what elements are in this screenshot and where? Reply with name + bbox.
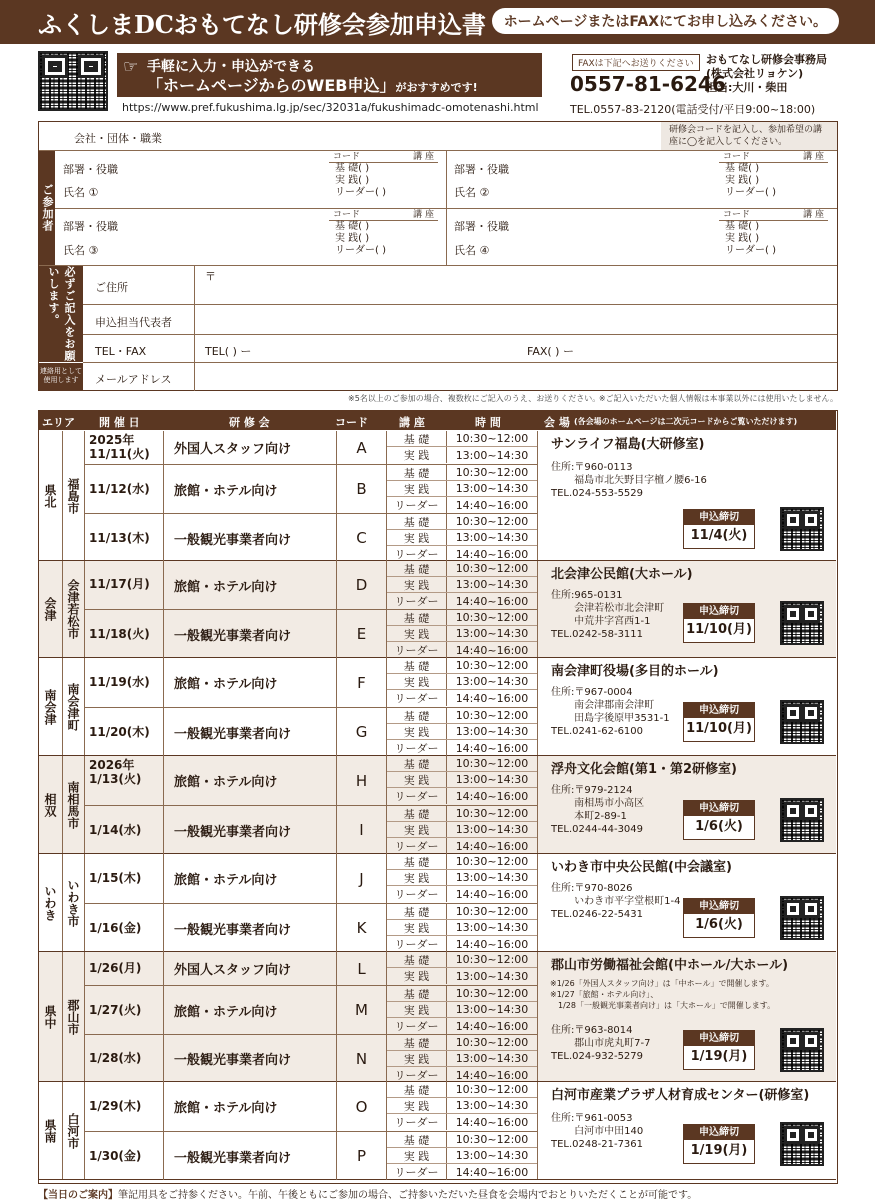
session-code: P [337,1132,387,1180]
venue-qr-code-icon[interactable] [780,601,824,645]
session-row [85,609,537,658]
venue-name: 浮舟文化会館(第1・第2研修室) [551,762,737,777]
session-date: 1/28(水) [89,1051,142,1065]
footer-note: 【当日のご案内】筆記用具をご持参ください。午前、午後ともにご参加の場合、ご持参いただいた昼食を会場内でおとりいただくことが可能です。 [38,1190,698,1200]
session-code: D [337,561,387,609]
session-row [85,561,537,609]
venue-qr-code-icon[interactable] [780,700,824,744]
course-slot: 基 礎 10:30~12:00 [387,952,537,968]
session-date: 2025年 11/11(火) [89,433,150,461]
pointing-hand-icon: ☞ [123,57,139,77]
schedule-table [38,410,838,1184]
session-row [85,903,537,952]
session-name: 一般観光事業者向け [163,806,337,854]
name-label-1: 氏名 ① [63,186,99,199]
session-code: J [337,854,387,903]
address-label: ご住所 [95,281,128,294]
course-slot: リーダー 14:40~16:00 [387,936,537,952]
name-label-2: 氏名 ② [454,186,490,199]
web-qr-code-icon[interactable] [38,51,108,111]
area-block-0 [39,431,836,561]
form-instruction: 研修会コードを記入し、参加希望の講座に◯を記入してください。 [661,122,837,150]
venue-address: 住所:〒967-0004 南会津郡南会津町 田島字後原甲3531-1 TEL.0241-62-6100 [551,687,670,737]
city-label: 南相馬市 [63,756,85,853]
venue-cell [537,952,836,1081]
course-slot: 基 礎 10:30~12:00 [387,708,537,724]
venue-address: 住所:〒961-0053 白河市中田140 TEL.0248-21-7361 [551,1113,644,1150]
deadline-badge: 申込締切 11/4(火) [683,509,755,549]
session-row [85,985,537,1034]
session-name: 一般観光事業者向け [163,904,337,952]
venue-name: 郡山市労働福祉会館(中ホール/大ホール) [551,958,789,973]
dept-label-2: 部署・役職 [454,163,509,176]
session-name: 旅館・ホテル向け [163,854,337,903]
area-block-1 [39,561,836,658]
participants-side-label: ご参加者 [39,151,55,265]
page-title: ふくしまDCおもてなし研修会参加申込書 [38,9,486,39]
session-name: 旅館・ホテル向け [163,1082,337,1131]
deadline-badge: 申込締切 1/6(火) [683,800,755,840]
deadline-badge: 申込締切 1/19(月) [683,1124,755,1164]
course-slot: リーダー 14:40~16:00 [387,546,537,562]
contact-side-label: 連絡用として使用します [39,363,83,390]
session-row [85,1131,537,1180]
name-label-3: 氏名 ③ [63,244,99,257]
area-label: 南会津 [39,658,63,755]
session-row [85,1034,537,1082]
course-slot: リーダー 14:40~16:00 [387,1114,537,1130]
session-name: 一般観光事業者向け [163,514,337,562]
venue-address: 住所:〒979-2124 南相馬市小高区 本町2-89-1 TEL.0244-44-3049 [551,785,645,835]
course-slot: 実 践 13:00~14:30 [387,920,537,936]
session-name: 旅館・ホテル向け [163,561,337,609]
session-code: A [337,431,387,464]
area-block-2 [39,658,836,756]
session-row [85,464,537,513]
course-slot: 基 礎 10:30~12:00 [387,806,537,822]
course-slot: 実 践 13:00~14:30 [387,1098,537,1114]
session-date: 11/20(木) [89,724,150,739]
deadline-badge: 申込締切 1/19(月) [683,1030,755,1070]
session-name: 旅館・ホテル向け [163,986,337,1034]
course-slot: 実 践 13:00~14:30 [387,870,537,886]
course-box-2[interactable]: コード 講 座 基 礎( ) 実 践( ) リーダー( ) [719,151,828,199]
session-name: 外国人スタッフ向け [163,952,337,985]
course-slot: リーダー 14:40~16:00 [387,497,537,513]
session-row [85,658,537,707]
course-slot: 実 践 13:00~14:30 [387,1148,537,1164]
course-slot: 実 践 13:00~14:30 [387,772,537,788]
application-form [38,121,838,391]
application-method-pill: ホームページまたはFAXにてお申し込みください。 [492,8,839,34]
postal-mark: 〒 [205,270,216,283]
session-code: M [337,986,387,1034]
venue-address: 住所:965-0131 会津若松市北会津町 中荒井字宮西1-1 TEL.0242-58-3111 [551,590,665,640]
course-slot: 実 践 13:00~14:30 [387,968,537,984]
city-label: いわき市 [63,854,85,951]
session-name: 一般観光事業者向け [163,610,337,658]
course-box-3[interactable]: コード 講 座 基 礎( ) 実 践( ) リーダー( ) [329,209,438,257]
course-slot: リーダー 14:40~16:00 [387,642,537,658]
venue-cell [537,561,836,657]
telfax-label: TEL・FAX [95,345,147,358]
venue-cell [537,854,836,951]
session-date: 1/14(水) [89,822,142,837]
course-slot: 基 礎 10:30~12:00 [387,1035,537,1051]
course-slot: 実 践 13:00~14:30 [387,1051,537,1067]
venue-qr-code-icon[interactable] [780,896,824,940]
dept-label-3: 部署・役職 [63,220,118,233]
area-block-5 [39,952,836,1082]
course-slot: 基 礎 10:30~12:00 [387,1082,537,1098]
schedule-header: エリア 開 催 日 研 修 会 コード 講 座 時 間 会 場 (各会場のホームページは二次元コードからご覧いただけます) [39,411,836,430]
session-date: 2026年 1/13(火) [89,758,142,786]
web-banner-line2: 「ホームページからのWEB申込」がおすすめです! [147,76,478,95]
office-tel: TEL.0557-83-2120(電話受付/平日9:00~18:00) [570,103,816,116]
area-label: いわき [39,854,63,951]
venue-cell [537,756,836,853]
session-row [85,707,537,756]
office-info: おもてなし研修会事務局 (株式会社リョケン) 担当:大川・柴田 [706,53,827,94]
required-side-label: 必ずご記入をお願いします。 [39,266,83,362]
venue-name: 北会津公民館(大ホール) [551,567,693,582]
session-code: E [337,610,387,658]
course-slot: 基 礎 10:30~12:00 [387,610,537,626]
venue-qr-code-icon[interactable] [780,1122,824,1166]
session-date: 1/16(金) [89,920,142,935]
venue-name: いわき市中央公民館(中会議室) [551,860,732,875]
session-date: 11/18(火) [89,626,150,641]
session-name: 外国人スタッフ向け [163,431,337,464]
course-slot: 実 践 13:00~14:30 [387,530,537,546]
web-banner-line1: 手軽に入力・申込ができる [147,59,315,75]
course-slot: 実 践 13:00~14:30 [387,481,537,497]
area-block-4 [39,854,836,952]
title-bar [0,0,875,44]
session-date: 1/26(月) [89,960,142,975]
session-date: 11/12(水) [89,481,150,496]
course-slot: 基 礎 10:30~12:00 [387,756,537,772]
session-date: 1/15(木) [89,870,142,885]
course-slot: リーダー 14:40~16:00 [387,593,537,609]
area-label: 県北 [39,431,63,560]
venue-address: 住所:〒970-8026 いわき市平字堂根町1-4 TEL.0246-22-5431 [551,883,681,920]
venue-cell [537,431,836,560]
session-date: 11/19(水) [89,674,150,689]
course-slot: リーダー 14:40~16:00 [387,886,537,902]
venue-name: 白河市産業プラザ人材育成センター(研修室) [551,1088,810,1103]
course-slot: 基 礎 10:30~12:00 [387,514,537,530]
dept-label-1: 部署・役職 [63,163,118,176]
course-slot: リーダー 14:40~16:00 [387,740,537,756]
venue-note: ※1/26「外国人スタッフ向け」は「中ホール」で開催します。 ※1/27「旅館・ホテル向け」、 1/28「一般観光事業者向け」は「大ホール」で開催します。 [550,979,776,1010]
course-box-1[interactable]: コード 講 座 基 礎( ) 実 践( ) リーダー( ) [329,151,438,199]
session-row [85,756,537,805]
fax-field[interactable]: FAX( ) ー [527,345,574,358]
company-label: 会社・団体・職業 [74,132,162,145]
session-date: 1/30(金) [89,1148,142,1163]
course-slot: 実 践 13:00~14:30 [387,1002,537,1018]
dept-label-4: 部署・役職 [454,220,509,233]
deadline-badge: 申込締切 11/10(月) [683,603,755,643]
session-row [85,854,537,903]
session-code: K [337,904,387,952]
course-slot: リーダー 14:40~16:00 [387,838,537,854]
session-name: 旅館・ホテル向け [163,756,337,805]
area-block-6 [39,1082,836,1180]
session-date: 11/17(月) [89,577,150,591]
course-slot: 実 践 13:00~14:30 [387,447,537,463]
email-label: メールアドレス [95,373,172,386]
venue-qr-code-icon[interactable] [780,798,824,842]
area-label: 県南 [39,1082,63,1179]
course-slot: リーダー 14:40~16:00 [387,690,537,706]
course-slot: 実 践 13:00~14:30 [387,724,537,740]
course-slot: 実 践 13:00~14:30 [387,577,537,593]
city-label: 会津若松市 [63,561,85,657]
course-slot: 基 礎 10:30~12:00 [387,658,537,674]
deadline-badge: 申込締切 1/6(火) [683,898,755,938]
area-label: 相双 [39,756,63,853]
area-block-3 [39,756,836,854]
course-slot: 基 礎 10:30~12:00 [387,904,537,920]
fax-number: 0557-81-6246 [570,72,726,96]
city-label: 郡山市 [63,952,85,1081]
course-slot: 基 礎 10:30~12:00 [387,986,537,1002]
session-row [85,513,537,562]
venue-cell [537,658,836,755]
session-name: 一般観光事業者向け [163,1035,337,1082]
session-date: 1/29(木) [89,1098,142,1113]
application-url-link[interactable]: https://www.pref.fukushima.lg.jp/sec/32031a/fukushimadc-omotenashi.html [122,101,539,114]
deadline-badge: 申込締切 11/10(月) [683,702,755,742]
city-label: 福島市 [63,431,85,560]
company-field[interactable] [189,125,659,145]
session-row [85,431,537,464]
session-code: F [337,658,387,707]
course-slot: 基 礎 10:30~12:00 [387,431,537,447]
session-row [85,952,537,985]
course-slot: 実 践 13:00~14:30 [387,626,537,642]
course-slot: 実 践 13:00~14:30 [387,822,537,838]
session-code: O [337,1082,387,1131]
web-application-banner[interactable] [117,53,542,97]
rep-label: 申込担当代表者 [95,316,172,329]
session-code: N [337,1035,387,1082]
city-label: 南会津町 [63,658,85,755]
course-slot: リーダー 14:40~16:00 [387,1018,537,1034]
venue-address: 住所:〒960-0113 福島市北矢野目字檀ノ腰6-16 TEL.024-553-5529 [551,462,707,499]
venue-qr-code-icon[interactable] [780,1028,824,1072]
tel-field[interactable]: TEL( ) ー [205,345,252,358]
session-date: 11/13(木) [89,530,150,545]
course-slot: 基 礎 10:30~12:00 [387,1132,537,1148]
name-label-4: 氏名 ④ [454,244,490,257]
course-slot: リーダー 14:40~16:00 [387,1164,537,1180]
session-code: H [337,756,387,805]
city-label: 白河市 [63,1082,85,1179]
venue-address: 住所:〒963-8014 郡山市虎丸町7-7 TEL.024-932-5279 [551,1025,651,1062]
session-row [85,805,537,854]
session-code: L [337,952,387,985]
session-name: 旅館・ホテル向け [163,658,337,707]
course-slot: 基 礎 10:30~12:00 [387,561,537,577]
venue-qr-code-icon[interactable] [780,507,824,551]
session-name: 旅館・ホテル向け [163,465,337,513]
session-code: C [337,514,387,562]
course-slot: 基 礎 10:30~12:00 [387,854,537,870]
session-name: 一般観光事業者向け [163,1132,337,1180]
session-date: 1/27(火) [89,1002,142,1017]
course-slot: 実 践 13:00~14:30 [387,674,537,690]
session-code: I [337,806,387,854]
fax-note-badge: FAXは下記へお送りください [572,54,700,71]
course-box-4[interactable]: コード 講 座 基 礎( ) 実 践( ) リーダー( ) [719,209,828,257]
course-slot: リーダー 14:40~16:00 [387,788,537,804]
session-name: 一般観光事業者向け [163,708,337,756]
course-slot: リーダー 14:40~16:00 [387,1067,537,1083]
venue-name: 南会津町役場(多目的ホール) [551,664,719,679]
session-code: B [337,465,387,513]
venue-cell [537,1082,836,1179]
session-code: G [337,708,387,756]
course-slot: 基 礎 10:30~12:00 [387,465,537,481]
session-row [85,1082,537,1131]
area-label: 会津 [39,561,63,657]
venue-name: サンライフ福島(大研修室) [551,437,705,452]
area-label: 県中 [39,952,63,1081]
